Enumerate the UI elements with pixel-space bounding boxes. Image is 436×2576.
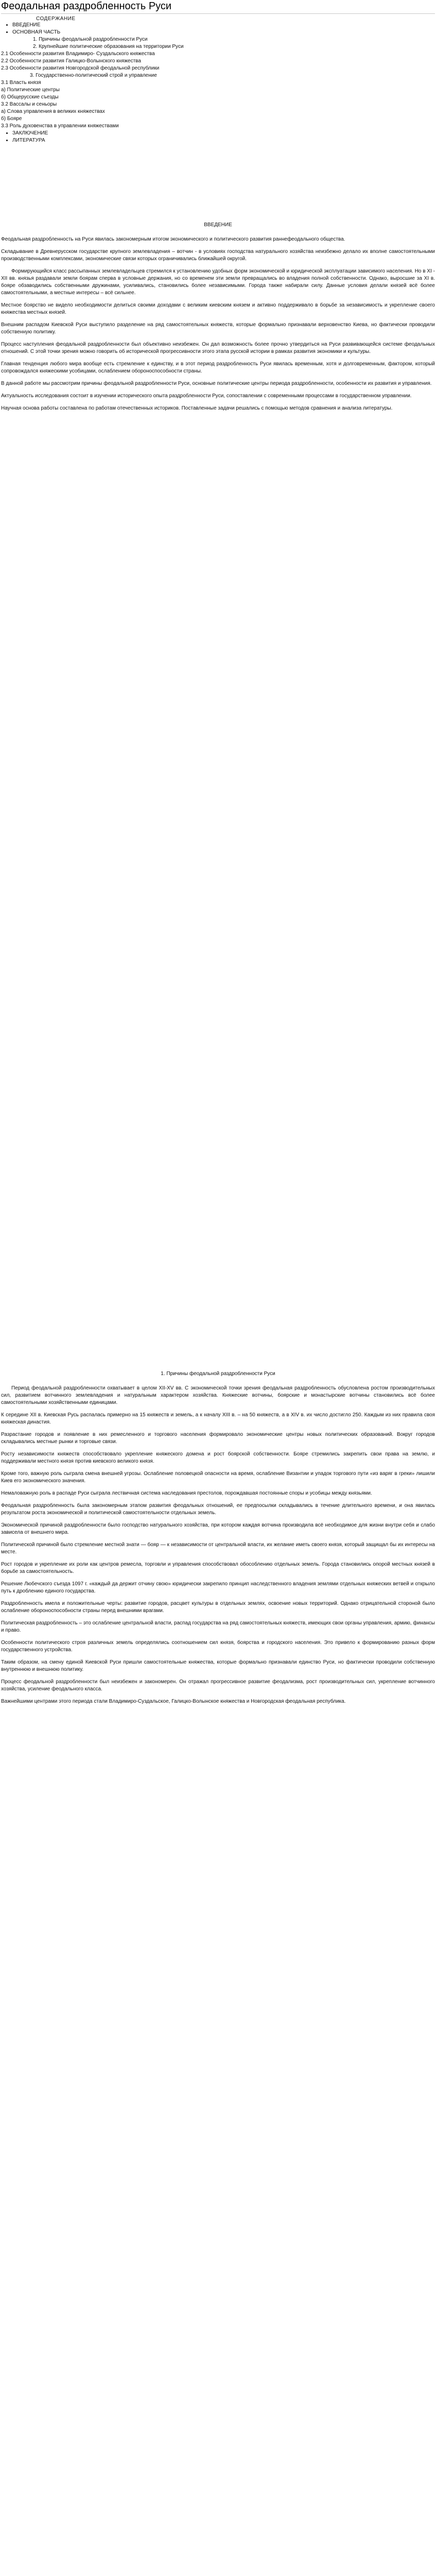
contents-heading: СОДЕРЖАНИЕ <box>36 16 76 22</box>
toc-item-2[interactable]: 2. Крупнейшие политические образования на территории Руси <box>33 44 184 49</box>
section-1-paragraph: Политической причиной было стремление местной знати — бояр — к независимости от центральной власти, их желание иметь своего князя, который защищал бы их интересы на месте. <box>1 1542 435 1555</box>
intro-paragraph: Формирующийся класс рассыпанных землевладельцев стремился к установлению удобных форм экономической и юридической эксплуатации зависимого населения. Но в XI - XII вв. князья раздавали земли боярам сперва в условные держания, но со временем эти земли превращались во владения полной собственности. Однако, выросшие за ХI в. бояре обзаводились собственными дружинами, усиливались, становились более независимыми. Города также набирали силу. Данные условия делали князей всё более самостоятельными, а местные интересы – всё сильнее. <box>1 268 435 296</box>
toc-item-2-2[interactable]: 2.2 Особенности развития Галицко-Волынского княжества <box>1 58 141 64</box>
section-1-paragraph: К середине XII в. Киевская Русь распалась примерно на 15 княжеств и земель, а к началу XIII в. – на 50 княжеств, а в XIV в. их число достигло 250. Каждым из них правила своя княжеская династия. <box>1 1412 435 1425</box>
toc-item-3-2[interactable]: 3.2 Вассалы и сеньоры <box>1 101 57 107</box>
intro-paragraph: Актуальность исследования состоит в изучении исторического опыта раздробленности Руси, сопоставлении с современными процессами в государственном управлении. <box>1 393 412 399</box>
intro-paragraph: Процесс наступления феодальной раздробленности был объективно неизбежен. Он дал возможность более прочно утвердиться на Руси развивающейся системе феодальных отношений. С этой точки зрения можно говорить об исторической прогрессивности этого этапа русской истории в рамках развития экономики и культуры. <box>1 342 435 354</box>
section-1-paragraph: Немаловажную роль в распаде Руси сыграла лествичная система наследования престолов, порождавшая постоянные споры и усобицы между князьями. <box>1 1490 372 1496</box>
toc-item-2-1[interactable]: 2.1 Особенности развития Владимиро- Суздальского княжества <box>1 51 155 57</box>
toc-item-3-3[interactable]: 3.3 Роль духовенства в управлении княжествами <box>1 123 119 129</box>
intro-body <box>0 236 436 412</box>
section-1-body <box>0 1385 436 1705</box>
intro-paragraph: Внешним распадом Киевской Руси выступило разделение на ряд самостоятельных княжеств, которые формально признавали верховенство Киева, но фактически проводили собственную политику. <box>1 322 435 335</box>
toc-item-3-2a[interactable]: а) Слова управления в великих княжествах <box>1 109 105 114</box>
intro-paragraph: Феодальная раздробленность на Руси явилась закономерным итогом экономического и политического развития раннефеодального общества. <box>1 236 345 242</box>
section-1-paragraph: Разрастание городов и появление в них ремесленного и торгового населения формировало экономические центры новых политических образований. Вокруг городов складывались местные рынки и торговые связи. <box>1 1432 435 1445</box>
document-title: Феодальная раздробленность Руси <box>1 0 435 14</box>
section-1 <box>0 1370 436 1710</box>
toc-item-3-1b[interactable]: б) Общерусские съезды <box>1 94 59 100</box>
section-1-paragraph: Важнейшими центрами этого периода стали Владимиро-Суздальское, Галицко-Волынское княжества и Новгородская феодальная республика. <box>1 1699 346 1704</box>
intro-heading: ВВЕДЕНИЕ <box>204 222 232 228</box>
intro-paragraph: Научная основа работы составлена по работам отечественных историков. Поставленные задачи решались с помощью методов сравнения и анализа литературы. <box>1 405 393 411</box>
section-1-paragraph: Политическая раздробленность – это ослабление центральной власти, распад государства на ряд самостоятельных княжеств, имеющих свои органы управления, армию, финансы и право. <box>1 1620 435 1633</box>
section-1-paragraph: Экономической причиной раздробленности было господство натурального хозяйства, при котором каждая вотчина производила всё необходимое для жизни внутри себя и слабо зависела от внешнего мира. <box>1 1522 435 1535</box>
table-of-contents <box>0 22 436 144</box>
section-1-paragraph: Кроме того, важную роль сыграла смена внешней угрозы. Ослабление половецкой опасности на время, ослабление Византии и упадок торгового пути «из варяг в греки» лишили Киев его экономического значения. <box>1 1471 435 1484</box>
toc-item-conclusion[interactable]: • ЗАКЛЮЧЕНИЕ <box>12 130 436 137</box>
toc-item-intro[interactable]: • ВВЕДЕНИЕ <box>12 22 436 29</box>
toc-item-2-3[interactable]: 2.3 Особенности развития Новгородской феодальной республики <box>1 65 160 71</box>
intro-paragraph: Местное боярство не видело необходимости делиться своими доходами с великим киевским князем и активно поддерживало в борьбе за независимость и укрепление своего княжества местных князей. <box>1 302 435 315</box>
section-1-heading: 1. Причины феодальной раздробленности Руси <box>161 1371 275 1377</box>
section-1-paragraph: Росту независимости княжеств способствовало укрепление княжеского домена и рост боярской собственности. Бояре стремились закрепить свои права на землю, и поддерживали местного князя против киевского великого князя. <box>1 1451 435 1464</box>
section-1-paragraph: Таким образом, на смену единой Киевской Руси пришли самостоятельные княжества, которые формально признавали единство Руси, но фактически проводили собственную внутреннюю и внешнюю политику. <box>1 1659 435 1672</box>
intro-paragraph: В данной работе мы рассмотрим причины феодальной раздробленности Руси, основные политические центры периода раздробленности, особенности их развития и управления. <box>1 381 432 386</box>
toc-item-literature[interactable]: • ЛИТЕРАТУРА <box>12 137 436 144</box>
toc-item-main-part[interactable]: • ОСНОВНАЯ ЧАСТЬ <box>12 29 436 36</box>
intro-section <box>0 222 436 417</box>
toc-item-3[interactable]: 3. Государственно-политический строй и управление <box>30 73 157 78</box>
section-1-paragraph: Рост городов и укрепление их роли как центров ремесла, торговли и управления способствовал обособлению отдельных земель. Города становились опорой местных князей в борьбе за самостоятельность. <box>1 1562 435 1574</box>
toc-item-3-1a[interactable]: а) Политические центры <box>1 87 60 93</box>
intro-paragraph: Главная тенденция любого мира вообще есть стремление к единству, и в этот период раздробленность Руси явилась временным, хотя и долговременным, фактором, который сопровождался княжескими усобицами, ослаблением обороноспособности страны. <box>1 361 435 374</box>
toc-sublist <box>0 50 436 130</box>
section-1-paragraph: Период феодальной раздробленности охватывает в целом XII-XV вв. С экономической точки зрения феодальная раздробленность обусловлена ростом производительных сил, развитием вотчинного землевладения и натуральным характером хозяйства. Княжеские вотчины, боярские и монастырские вотчины становились всё более самостоятельными хозяйственными единицами. <box>1 1385 435 1405</box>
toc-item-3-1[interactable]: 3.1 Власть князя <box>1 80 41 86</box>
section-1-paragraph: Раздробленность имела и положительные черты: развитие городов, расцвет культуры в отдельных землях, освоение новых территорий. Однако отрицательной стороной было ослабление обороноспособности страны перед внешними врагами. <box>1 1601 435 1614</box>
intro-paragraph: Складывание в Древнерусском государстве крупного землевладения – вотчин - в условиях господства натурального хозяйства неизбежно делало их вполне самостоятельными производственными комплексами, экономические связи которых ограничивались ближайшей округой. <box>1 249 435 262</box>
section-1-paragraph: Особенности политического строя различных земель определялись соотношением сил князя, боярства и городского населения. Это привело к формированию разных форм государственного устройства. <box>1 1640 435 1653</box>
toc-item-1[interactable]: 1. Причины феодальной раздробленности Руси <box>33 37 148 42</box>
section-1-paragraph: Решение Любечского съезда 1097 г. «каждый да держит отчину свою» юридически закрепило принцип наследственного владения землями отдельных княжеских ветвей и открыло путь к дроблению единого государства. <box>1 1581 435 1594</box>
section-1-paragraph: Феодальная раздробленность была закономерным этапом развития феодальных отношений, ее предпосылки складывались в течение длительного времени, и она явилась результатом роста экономической и политической самостоятельности отдельных земель. <box>1 1503 435 1516</box>
section-1-paragraph: Процесс феодальной раздробленности был неизбежен и закономерен. Он отражал прогрессивное развитие феодализма, рост производительных сил, укрепление вотчинного хозяйства, усиление феодального класса. <box>1 1679 435 1692</box>
toc-item-3-2b[interactable]: б) Бояре <box>1 116 22 122</box>
